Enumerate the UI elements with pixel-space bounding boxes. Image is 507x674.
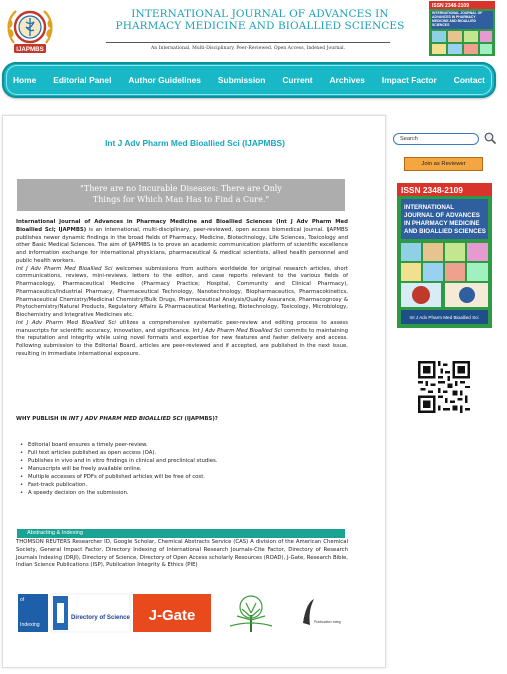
join-as-reviewer-button[interactable]: Join as Reviewer	[404, 157, 483, 171]
abstracting-indexing-header: Abstracting & Indexing	[17, 529, 345, 538]
quote-banner	[17, 179, 345, 211]
list-item: • Full text articles published as open access (OA).	[20, 449, 340, 457]
journal-name-italic: Int J Adv Pharm Med Bioallied Sci	[192, 327, 283, 334]
quote-line2: Things for Which Man Has to Find a Cure."	[92, 194, 270, 204]
why-publish-heading	[16, 416, 316, 422]
review-rest-a: utilizes a comprehensive systematic peer-review and editing process to assess manuscripts for scientific accuracy, innovation, and significance.	[16, 319, 348, 334]
journal-name-italic: Int J Adv Pharm Med Bioallied Sci	[16, 265, 113, 272]
journal-title[interactable]	[100, 8, 420, 32]
logo-text: IJAPMBS	[16, 46, 44, 53]
main-navigation	[2, 62, 496, 98]
nav-submission[interactable]: Submission	[217, 75, 266, 85]
why-journal: INT J ADV PHARM MED BIOALLIED SCI	[68, 416, 183, 422]
list-item: • Editorial board ensures a timely peer-review.	[20, 441, 340, 449]
list-item: • Publishes in vivo and in vitro findings in clinical and preclinical studies.	[20, 457, 340, 465]
pie-logo-text: Publication Integ	[314, 620, 341, 624]
journal-cover-thumbnail[interactable]	[428, 0, 496, 56]
directory-of-science-logo[interactable]	[52, 594, 131, 632]
nav-impact-factor[interactable]: Impact Factor	[381, 75, 437, 85]
cover-thumb-title: INTERNATIONAL JOURNAL OF ADVANCES IN PHARMACY MEDICINE AND BIOALLIED SCIENCES	[432, 11, 483, 27]
list-item: • Multiple accesses of PDFs of published articles will be free of cost.	[20, 473, 340, 481]
review-paragraph	[16, 320, 348, 359]
list-item: • Manuscripts will be freely available online.	[20, 465, 340, 473]
page-title: Int J Adv Pharm Med Bioallied Sci (IJAPMBS)	[105, 138, 285, 148]
cover-title-1: INTERNATIONAL	[404, 204, 455, 211]
title-divider	[106, 42, 390, 43]
quote-line1: "There are no Incurable Diseases: There are Only	[80, 184, 282, 193]
nav-current[interactable]: Current	[282, 75, 313, 85]
journal-title-line1: INTERNATIONAL JOURNAL OF ADVANCES IN	[131, 8, 389, 20]
drji-logo[interactable]	[18, 594, 48, 632]
nav-inner	[6, 65, 492, 95]
pie-logo[interactable]	[303, 599, 341, 625]
scope-rest: welcomes submissions from authors worldwide for original research articles, short communications, reviews, mini-reviews, letters to the editor, and case reports relevant to the various fields of Pharmacology, Pharmaceutical Medicine (Pharmacy Practice; Hospital, Community and Clinical Pharmacy), Pharmaceutics/Industrial Pharmacy, Pharmaceutical Technology, Nanotechnology, Biopharmaceutics, Pharmacokinetics, Pharmaceutical Chemistry/Medicinal Chemistry/Bulk Drugs, Pharmaceutical Analysis/Quality Assurance, Pharmacognosy & Phytochemistry/Natural Products, Regulatory Affairs & Pharmaceutical Marketing, Biotechnology, Toxicology, Microbiology, Biochemistry and Integrative Medicines etc.	[16, 265, 348, 318]
qr-code[interactable]	[418, 360, 470, 414]
nav-archives[interactable]: Archives	[329, 75, 365, 85]
nav-author-guidelines[interactable]: Author Guidelines	[128, 75, 201, 85]
cover-issn: ISSN 2348-2109	[401, 185, 463, 195]
nav-contact[interactable]: Contact	[453, 75, 485, 85]
list-item: • Fast-track publication.	[20, 481, 340, 489]
review-rest-b: commits to maintaining the reputation and integrity while using novel formats and expertise for new features and faster delivery and access. Following submission to the Editorial Board, articles are peer-reviewed and if accepted, are published in the next issue, resulting in immediate international exposure.	[16, 327, 348, 357]
isp-tree-logo[interactable]	[215, 594, 287, 632]
jgate-text: J-Gate	[148, 607, 196, 624]
indexing-logos	[18, 593, 348, 633]
why-prefix: WHY PUBLISH IN	[16, 416, 69, 422]
abstracting-indexing-text: THOMSON REUTERS Researcher ID, Google Scholar, Chemical Abstracts Service (CAS) A division of the American Chemical Society, General Impact Factor, Directory Indexing of International Research Journals-Cite Factor, Directory of Research Journals Indexing (DRJI), Directory of Science, Directory of Open Access scholarly Resources (ROAD), J-Gate, Research Bible, Indian Science Publications (ISP), Publication Integrity & Ethics (PIE)	[16, 539, 348, 569]
cover-title-2: JOURNAL OF ADVANCES	[404, 212, 480, 219]
intro-rest: is an international, multi-disciplinary, peer-reviewed, open access biomedical journal. IJAPMBS publishes newer dynamic findings in the broad fields of Pharmacy, Medicine, Biotechnology, Life Sciences, Toxicology and other Basic Medical Sciences. The aim of IJAPMBS is to prove an academic communication platform of scientific excellence and information exchange for international physicians, pharmaceutical & medical scientists, allied health personnel and public health workers.	[16, 226, 348, 264]
svg-text:of: of	[20, 597, 25, 603]
nav-home[interactable]: Home	[13, 75, 37, 85]
cover-title-4: AND BIOALLIED SCIENCES	[404, 228, 486, 235]
intro-bold: International Journal of Advances in Pharmacy Medicine and Bioallied Sciences (Int J Adv Pharm Med Bioallied Sci; IJAPMBS)	[16, 219, 348, 233]
cover-title-3: IN PHARMACY MEDICINE	[404, 220, 480, 227]
sidebar	[389, 126, 501, 356]
journal-title-line2: PHARMACY MEDICINE AND BIOALLIED SCIENCES	[115, 20, 405, 32]
journal-description	[16, 219, 348, 359]
scope-paragraph	[16, 266, 348, 320]
search-icon[interactable]	[483, 131, 497, 145]
cover-footer: Int J Adv Pharm Med Bioallied Sci	[409, 315, 479, 320]
directory-of-science-text: Directory of Science	[71, 614, 130, 621]
benefits-list	[20, 441, 340, 497]
site-header	[0, 0, 507, 60]
drji-logo-text: Indexing	[20, 622, 40, 628]
journal-logo[interactable]	[4, 3, 56, 57]
intro-paragraph	[16, 219, 348, 266]
journal-cover-image[interactable]	[397, 183, 492, 328]
jgate-logo[interactable]	[133, 594, 211, 632]
search-input[interactable]	[393, 133, 479, 145]
nav-editorial-panel[interactable]: Editorial Panel	[53, 75, 112, 85]
list-item: • A speedy decision on the submission.	[20, 489, 340, 497]
journal-name-italic: Int J Adv Pharm Med Bioallied Sci	[16, 319, 116, 326]
cover-thumb-issn: ISSN 2348-2109	[432, 3, 469, 9]
main-content	[2, 115, 386, 668]
journal-subtitle: An International, Multi-Disciplinary, Peer-Reviewed, Open Access, Indexed Journal.	[150, 46, 346, 51]
why-suffix: (IJAPMBS)?	[182, 416, 218, 422]
